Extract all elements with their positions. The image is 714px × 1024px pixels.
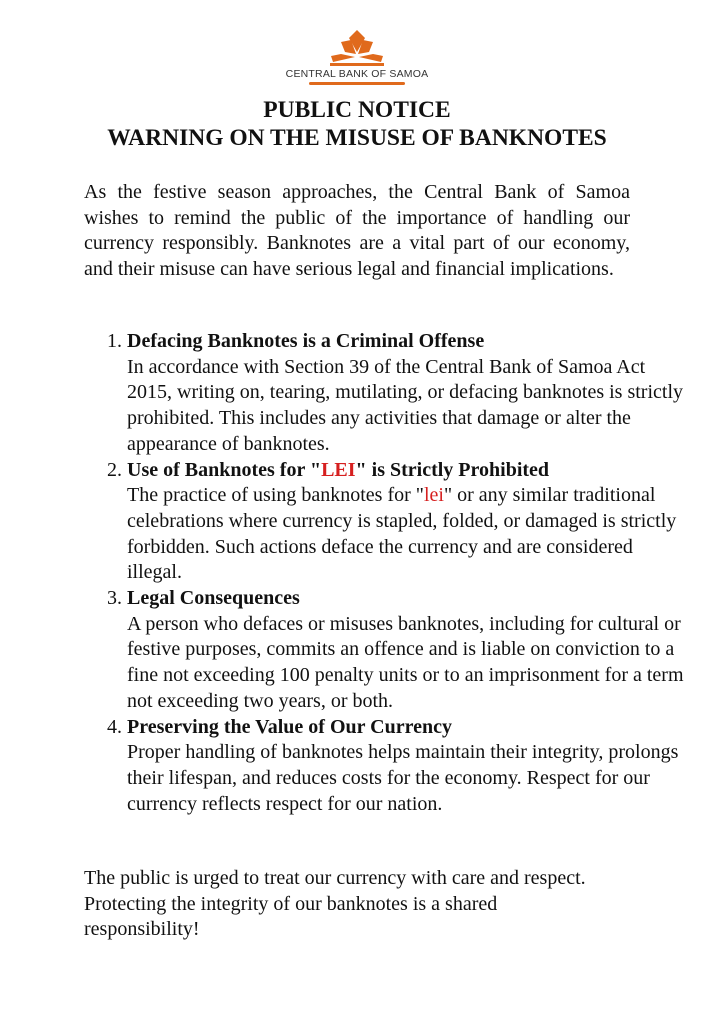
- item-body: A person who defaces or misuses banknotes, including for cultural or festive purposes, commits an offence and is liable on conviction to a fine not exceeding 100 penalty units or to an imprisonment for a term not exceeding two years, or both.: [127, 612, 684, 712]
- sunburst-logo-icon: [327, 30, 387, 66]
- item-body-post: " or any similar traditional celebrations where currency is stapled, folded, or damaged is strictly forbidden. Such actions deface the currency and are considered illegal.: [127, 484, 677, 584]
- item-title: 1. Defacing Banknotes is a Criminal Offense: [127, 330, 485, 352]
- notice-item-3: [127, 586, 687, 715]
- item-body: [127, 483, 687, 586]
- item-body-pre: The practice of using banknotes for ": [127, 484, 424, 507]
- title-line-1: PUBLIC NOTICE: [263, 97, 451, 123]
- notice-item-4: [127, 715, 687, 818]
- intro-paragraph: As the festive season approaches, the Central Bank of Samoa wishes to remind the public of the importance of handling our currency responsibly. Banknotes are a vital part of our economy, and their misuse can have serious legal and financial implications.: [84, 181, 630, 280]
- closing-line-2: Protecting the integrity of our banknotes is a shared: [84, 892, 498, 915]
- page-title: [0, 96, 714, 152]
- lei-highlight: LEI: [321, 458, 356, 481]
- logo-underline: [309, 82, 405, 85]
- item-body: In accordance with Section 39 of the Central Bank of Samoa Act 2015, writing on, tearing, mutilating, or defacing banknotes is strictly prohibited. This includes any activities that damage or alter the appearance of banknotes.: [127, 355, 684, 455]
- title-line-2: WARNING ON THE MISUSE OF BANKNOTES: [107, 125, 607, 151]
- central-bank-logo: [0, 30, 714, 85]
- closing-paragraph: [84, 866, 644, 943]
- notice-item-1: [127, 329, 687, 458]
- notice-items-list: [84, 329, 687, 817]
- item-title: [127, 458, 687, 484]
- item-title: 4. Preserving the Value of Our Currency: [127, 715, 452, 738]
- closing-line-1: The public is urged to treat our currency with care and respect.: [84, 867, 586, 889]
- logo-text: CENTRAL BANK OF SAMOA: [285, 68, 429, 80]
- item-title-pre: Use of Banknotes for ": [127, 458, 322, 481]
- notice-item-2: [127, 458, 687, 587]
- item-title: 3. Legal Consequences: [127, 587, 300, 610]
- item-body: Proper handling of banknotes helps maintain their integrity, prolongs their lifespan, and reduces costs for the economy. Respect for our currency reflects respect for our nation.: [127, 741, 679, 815]
- lei-highlight: lei: [423, 484, 444, 507]
- closing-line-3: responsibility!: [84, 918, 200, 940]
- item-title-post: " is Strictly Prohibited: [355, 458, 550, 481]
